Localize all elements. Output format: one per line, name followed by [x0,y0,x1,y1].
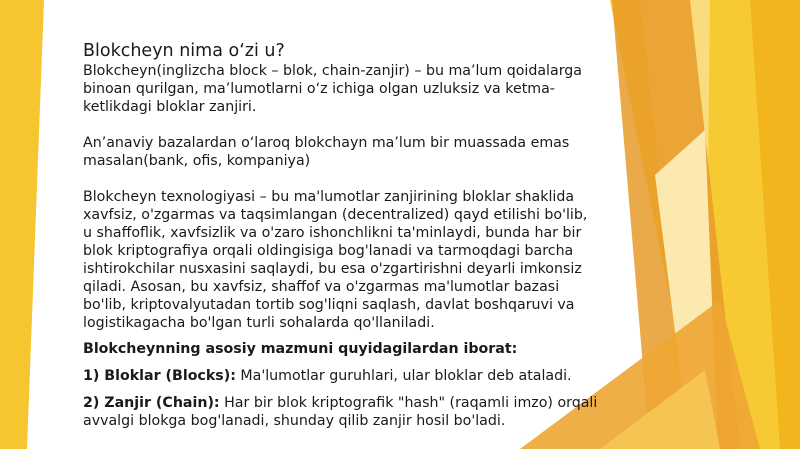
left-yellow-strip [0,0,44,449]
intro-line: binoan qurilgan, ma’lumotlarni o‘z ichiga olgan uzluksiz va ketma- [83,81,555,97]
technology-line: blok kriptografiya orqali oldingisiga bog'lanadi va tarmoqdagi barcha [83,243,574,259]
item-text: Ma'lumotlar guruhlari, ular bloklar deb ataladi. [235,368,572,384]
intro-line: Blokcheyn(inglizcha block – blok, chain-zanjir) – bu ma’lum qoidalarga [83,63,582,79]
technology-paragraph [83,188,603,332]
content-heading: Blokcheynning asosiy mazmuni quyidagilardan iborat: [83,341,518,357]
item-text-continued: avvalgi blokga bog'lanadi, shunday qilib zanjir hosil bo'ladi. [83,413,506,429]
technology-line: qiladi. Asosan, bu xavfsiz, shaffof va o'zgarmas ma'lumotlar bazasi [83,279,560,295]
comparison-line: An’anaviy bazalardan o‘laroq blokchayn ma’lum bir muassada emas [83,135,570,151]
technology-line: bo'lib, kriptovalyutadan tortib sog'liqni saqlash, davlat boshqaruvi va [83,297,575,313]
list-item-chain [83,394,603,430]
item-term: 1) Bloklar (Blocks): [83,368,236,384]
technology-line: ishtirokchilar nusxasini saqlaydi, bu esa o'zgartirishni deyarli imkonsiz [83,261,582,277]
spacer [83,170,603,188]
technology-line: xavfsiz, o'zgarmas va taqsimlangan (decentralized) qayd etilishi bo'lib, [83,207,588,223]
slide-body [83,40,603,430]
intro-line: ketlikdagi bloklar zanjiri. [83,99,257,115]
technology-line: logistikagacha bo'lgan turli sohalarda qo'llaniladi. [83,315,435,331]
item-term: 2) Zanjir (Chain): [83,395,220,411]
list-item-blocks [83,367,603,385]
technology-line: Blokcheyn texnologiyasi – bu ma'lumotlar zanjirining bloklar shaklida [83,189,575,205]
comparison-paragraph [83,134,603,170]
slide-title: Blokcheyn nima o‘zi u? [83,41,285,61]
technology-line: u shaffoflik, xavfsizlik va o'zaro ishonchlikni ta'minlaydi, bunda har bir [83,225,582,241]
item-text: Har bir blok kriptografik "hash" (raqamli imzo) orqali [219,395,598,411]
comparison-line: masalan(bank, ofis, kompaniya) [83,153,311,169]
intro-paragraph [83,62,603,116]
spacer [83,116,603,134]
